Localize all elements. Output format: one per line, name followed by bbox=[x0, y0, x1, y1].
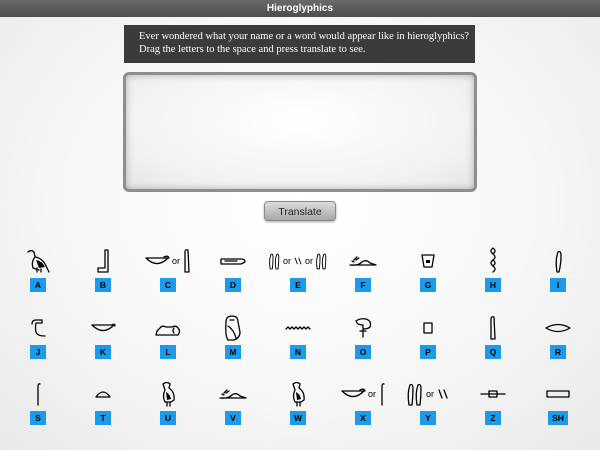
double-stroke-icon bbox=[293, 255, 303, 267]
letter-tile-r[interactable] bbox=[528, 312, 588, 364]
foot-icon bbox=[96, 248, 110, 274]
glyph-group bbox=[333, 245, 393, 277]
letter-label: J bbox=[30, 345, 46, 359]
letter-label: B bbox=[95, 278, 111, 292]
mouth-icon bbox=[544, 322, 572, 334]
letter-tile-l[interactable] bbox=[138, 312, 198, 364]
double-reed-icon bbox=[406, 381, 424, 407]
letter-label: U bbox=[160, 411, 176, 425]
letter-tile-n[interactable] bbox=[268, 312, 328, 364]
letter-label: M bbox=[225, 345, 241, 359]
letter-label: Y bbox=[420, 411, 436, 425]
horned-viper-icon bbox=[348, 254, 378, 268]
glyph-group bbox=[73, 378, 133, 410]
quail-chick-icon bbox=[287, 380, 309, 408]
lasso-icon bbox=[352, 317, 374, 339]
letter-tile-u[interactable] bbox=[138, 378, 198, 430]
letter-label: G bbox=[420, 278, 436, 292]
letter-tile-a[interactable] bbox=[8, 245, 68, 297]
water-ripple-icon bbox=[285, 324, 311, 332]
glyph-group bbox=[463, 245, 523, 277]
double-stroke-icon bbox=[436, 388, 450, 400]
glyph-group bbox=[333, 378, 393, 410]
folded-cloth-icon bbox=[378, 381, 386, 407]
letter-tile-t[interactable] bbox=[73, 378, 133, 430]
glyph-group bbox=[203, 312, 263, 344]
reed-leaf-icon bbox=[553, 248, 563, 274]
double-reed-icon bbox=[315, 248, 328, 274]
letter-tile-f[interactable] bbox=[333, 245, 393, 297]
letter-tile-h[interactable] bbox=[463, 245, 523, 297]
letter-label: Q bbox=[485, 345, 501, 359]
letter-tile-z[interactable] bbox=[463, 378, 523, 430]
letter-label: P bbox=[420, 345, 436, 359]
instructions-panel bbox=[124, 25, 475, 63]
letter-drop-zone[interactable] bbox=[123, 72, 477, 192]
translate-button[interactable]: Translate bbox=[264, 201, 336, 221]
letter-tile-q[interactable] bbox=[463, 312, 523, 364]
letter-label: D bbox=[225, 278, 241, 292]
letter-label: V bbox=[225, 411, 241, 425]
cobra-icon bbox=[28, 318, 48, 338]
twisted-flax-icon bbox=[488, 247, 498, 275]
glyph-group bbox=[528, 312, 588, 344]
letter-tile-b[interactable] bbox=[73, 245, 133, 297]
letter-tile-c[interactable] bbox=[138, 245, 198, 297]
glyph-group bbox=[398, 312, 458, 344]
letter-label: SH bbox=[548, 411, 568, 425]
letter-label: Z bbox=[485, 411, 501, 425]
glyph-group bbox=[528, 378, 588, 410]
letter-tile-k[interactable] bbox=[73, 312, 133, 364]
glyph-group bbox=[8, 312, 68, 344]
glyph-group bbox=[8, 245, 68, 277]
basket-icon bbox=[340, 388, 366, 400]
glyph-group bbox=[398, 378, 458, 410]
letter-tile-o[interactable] bbox=[333, 312, 393, 364]
letter-label: N bbox=[290, 345, 306, 359]
letter-label: O bbox=[355, 345, 371, 359]
letter-label: X bbox=[355, 411, 371, 425]
vulture-icon bbox=[25, 248, 51, 274]
glyph-group bbox=[138, 378, 198, 410]
letter-tile-y[interactable] bbox=[398, 378, 458, 430]
quail-chick-icon bbox=[157, 380, 179, 408]
bread-loaf-icon bbox=[94, 389, 112, 399]
letter-tile-w[interactable] bbox=[268, 378, 328, 430]
letter-label: H bbox=[485, 278, 501, 292]
letter-tile-v[interactable] bbox=[203, 378, 263, 430]
basket-handle-icon bbox=[90, 322, 116, 334]
or-label: or bbox=[367, 389, 376, 399]
basket-icon bbox=[144, 255, 170, 267]
door-bolt-icon bbox=[479, 389, 507, 399]
hand-icon bbox=[219, 255, 247, 267]
stool-icon bbox=[422, 321, 434, 335]
letter-label: T bbox=[95, 411, 111, 425]
letter-tile-m[interactable] bbox=[203, 312, 263, 364]
glyph-group bbox=[463, 378, 523, 410]
or-label: or bbox=[282, 256, 291, 266]
jar-stand-icon bbox=[420, 252, 436, 270]
hill-slope-icon bbox=[488, 315, 498, 341]
letter-tile-d[interactable] bbox=[203, 245, 263, 297]
glyph-group bbox=[8, 378, 68, 410]
letter-tile-x[interactable] bbox=[333, 378, 393, 430]
or-label: or bbox=[305, 256, 314, 266]
hill-slope-icon bbox=[182, 248, 192, 274]
letter-label: W bbox=[290, 411, 306, 425]
glyph-group bbox=[73, 312, 133, 344]
letter-label: L bbox=[160, 345, 176, 359]
letter-label: E bbox=[290, 278, 306, 292]
letter-label: A bbox=[30, 278, 46, 292]
letter-label: F bbox=[355, 278, 371, 292]
letter-tile-e[interactable] bbox=[268, 245, 328, 297]
glyph-group bbox=[268, 245, 328, 277]
letter-label: I bbox=[550, 278, 566, 292]
instructions-line-2: Drag the letters to the space and press translate to see. bbox=[139, 44, 366, 55]
letter-label: S bbox=[30, 411, 46, 425]
letter-label: R bbox=[550, 345, 566, 359]
letter-tile-i[interactable] bbox=[528, 245, 588, 297]
pool-icon bbox=[545, 389, 571, 399]
instructions-line-1: Ever wondered what your name or a word would appear like in hieroglyphics? bbox=[139, 31, 470, 42]
glyph-group bbox=[138, 312, 198, 344]
letter-label: K bbox=[95, 345, 111, 359]
glyph-group bbox=[398, 245, 458, 277]
letter-tile-g[interactable] bbox=[398, 245, 458, 297]
lion-icon bbox=[154, 319, 182, 337]
glyph-group bbox=[463, 312, 523, 344]
glyph-group bbox=[138, 245, 198, 277]
owl-icon bbox=[222, 314, 244, 342]
or-label: or bbox=[425, 389, 434, 399]
glyph-group bbox=[73, 245, 133, 277]
double-reed-icon bbox=[268, 248, 281, 274]
glyph-group bbox=[268, 312, 328, 344]
glyph-group bbox=[203, 378, 263, 410]
or-label: or bbox=[171, 256, 180, 266]
glyph-group bbox=[333, 312, 393, 344]
glyph-group bbox=[203, 245, 263, 277]
horned-viper-icon bbox=[218, 387, 248, 401]
letter-tile-j[interactable] bbox=[8, 312, 68, 364]
letter-label: C bbox=[160, 278, 176, 292]
letter-tile-s[interactable] bbox=[8, 378, 68, 430]
glyph-group bbox=[268, 378, 328, 410]
letter-tile-p[interactable] bbox=[398, 312, 458, 364]
letter-tile-sh[interactable] bbox=[528, 378, 588, 430]
window-title: Hieroglyphics bbox=[0, 0, 600, 17]
glyph-group bbox=[528, 245, 588, 277]
folded-cloth-icon bbox=[34, 381, 42, 407]
